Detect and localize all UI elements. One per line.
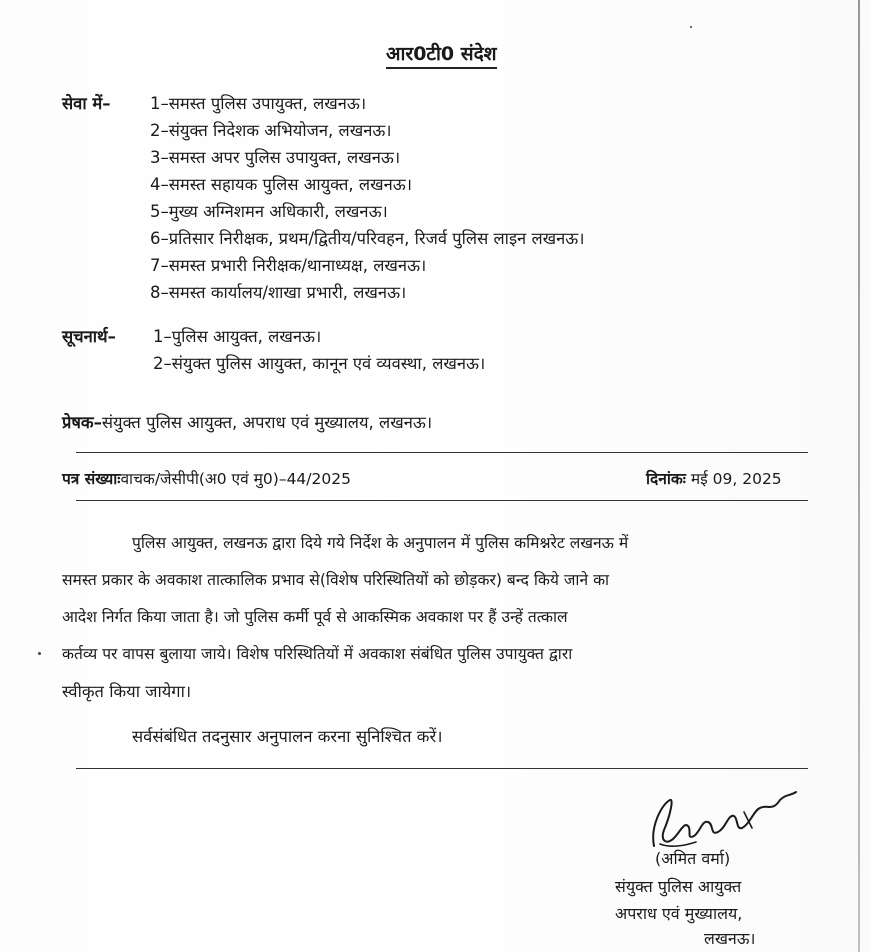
divider-top (76, 452, 808, 453)
sender-line (62, 412, 432, 434)
date-label: दिनांकः (646, 470, 686, 488)
signatory-designation-2: अपराध एवं मुख्यालय, (615, 904, 743, 923)
page-edge-shadow (858, 0, 860, 952)
body-line-3: आदेश निर्गत किया जाता है। जो पुलिस कर्मी पूर्व से आकस्मिक अवकाश पर हैं उन्हें तत्काल (62, 608, 568, 626)
info-recipient-2: 2–संयुक्त पुलिस आयुक्त, कानून एवं व्यवस्था, लखनऊ। (153, 354, 486, 373)
info-recipient-1: 1–पुलिस आयुक्त, लखनऊ। (153, 327, 322, 346)
letter-number-line (62, 468, 351, 490)
body-line-2: समस्त प्रकार के अवकाश तात्कालिक प्रभाव से(विशेष परिस्थितियों को छोड़कर) बन्द किये जाने का (62, 571, 610, 589)
sender-text: संयुक्त पुलिस आयुक्त, अपराध एवं मुख्यालय, लखनऊ। (101, 413, 433, 432)
recipient-3: 3–समस्त अपर पुलिस उपायुक्त, लखनऊ। (150, 148, 401, 167)
date-value: मई 09, 2025 (690, 470, 782, 488)
body-line-5: स्वीकृत किया जायेगा। (62, 682, 192, 701)
recipient-7: 7–समस्त प्रभारी निरीक्षक/थानाध्यक्ष, लखनऊ। (150, 256, 427, 275)
divider-middle (76, 500, 808, 501)
recipient-2: 2–संयुक्त निदेशक अभियोजन, लखनऊ। (150, 121, 392, 140)
info-label: सूचनार्थ– (62, 327, 116, 346)
signatory-designation-1: संयुक्त पुलिस आयुक्त (615, 877, 742, 896)
recipient-6: 6–प्रतिसार निरीक्षक, प्रथम/द्वितीय/परिवहन, रिजर्व पुलिस लाइन लखनऊ। (150, 229, 585, 248)
signatory-name: (अमित वर्मा) (655, 849, 731, 868)
scan-speck (38, 652, 41, 655)
divider-bottom (76, 768, 808, 769)
body-line-1: पुलिस आयुक्त, लखनऊ द्वारा दिये गये निर्देश के अनुपालन में पुलिस कमिश्नरेट लखनऊ में (132, 534, 629, 552)
letter-number-label: पत्र संख्याः (62, 470, 121, 488)
recipient-5: 5–मुख्य अग्निशमन अधिकारी, लखनऊ। (150, 202, 388, 221)
date-line (646, 468, 782, 490)
body-line-4: कर्तव्य पर वापस बुलाया जाये। विशेष परिस्थितियों में अवकाश संबंधित पुलिस उपायुक्त द्वारा (62, 645, 573, 663)
closing-line: सर्वसंबंधित तदनुसार अनुपालन करना सुनिश्चित करें। (132, 727, 443, 746)
scan-speck (690, 26, 692, 28)
letter-number-value: वाचक/जेसीपी(अ0 एवं मु0)–44/2025 (120, 470, 351, 488)
to-label: सेवा में– (62, 94, 111, 113)
signatory-designation-3: लखनऊ। (704, 929, 756, 948)
sender-label: प्रेषक– (62, 413, 102, 432)
recipient-1: 1–समस्त पुलिस उपायुक्त, लखनऊ। (150, 94, 367, 113)
recipient-8: 8–समस्त कार्यालय/शाखा प्रभारी, लखनऊ। (150, 283, 407, 302)
document-title: आर0टी0 संदेश (386, 42, 497, 69)
recipient-4: 4–समस्त सहायक पुलिस आयुक्त, लखनऊ। (150, 175, 412, 194)
